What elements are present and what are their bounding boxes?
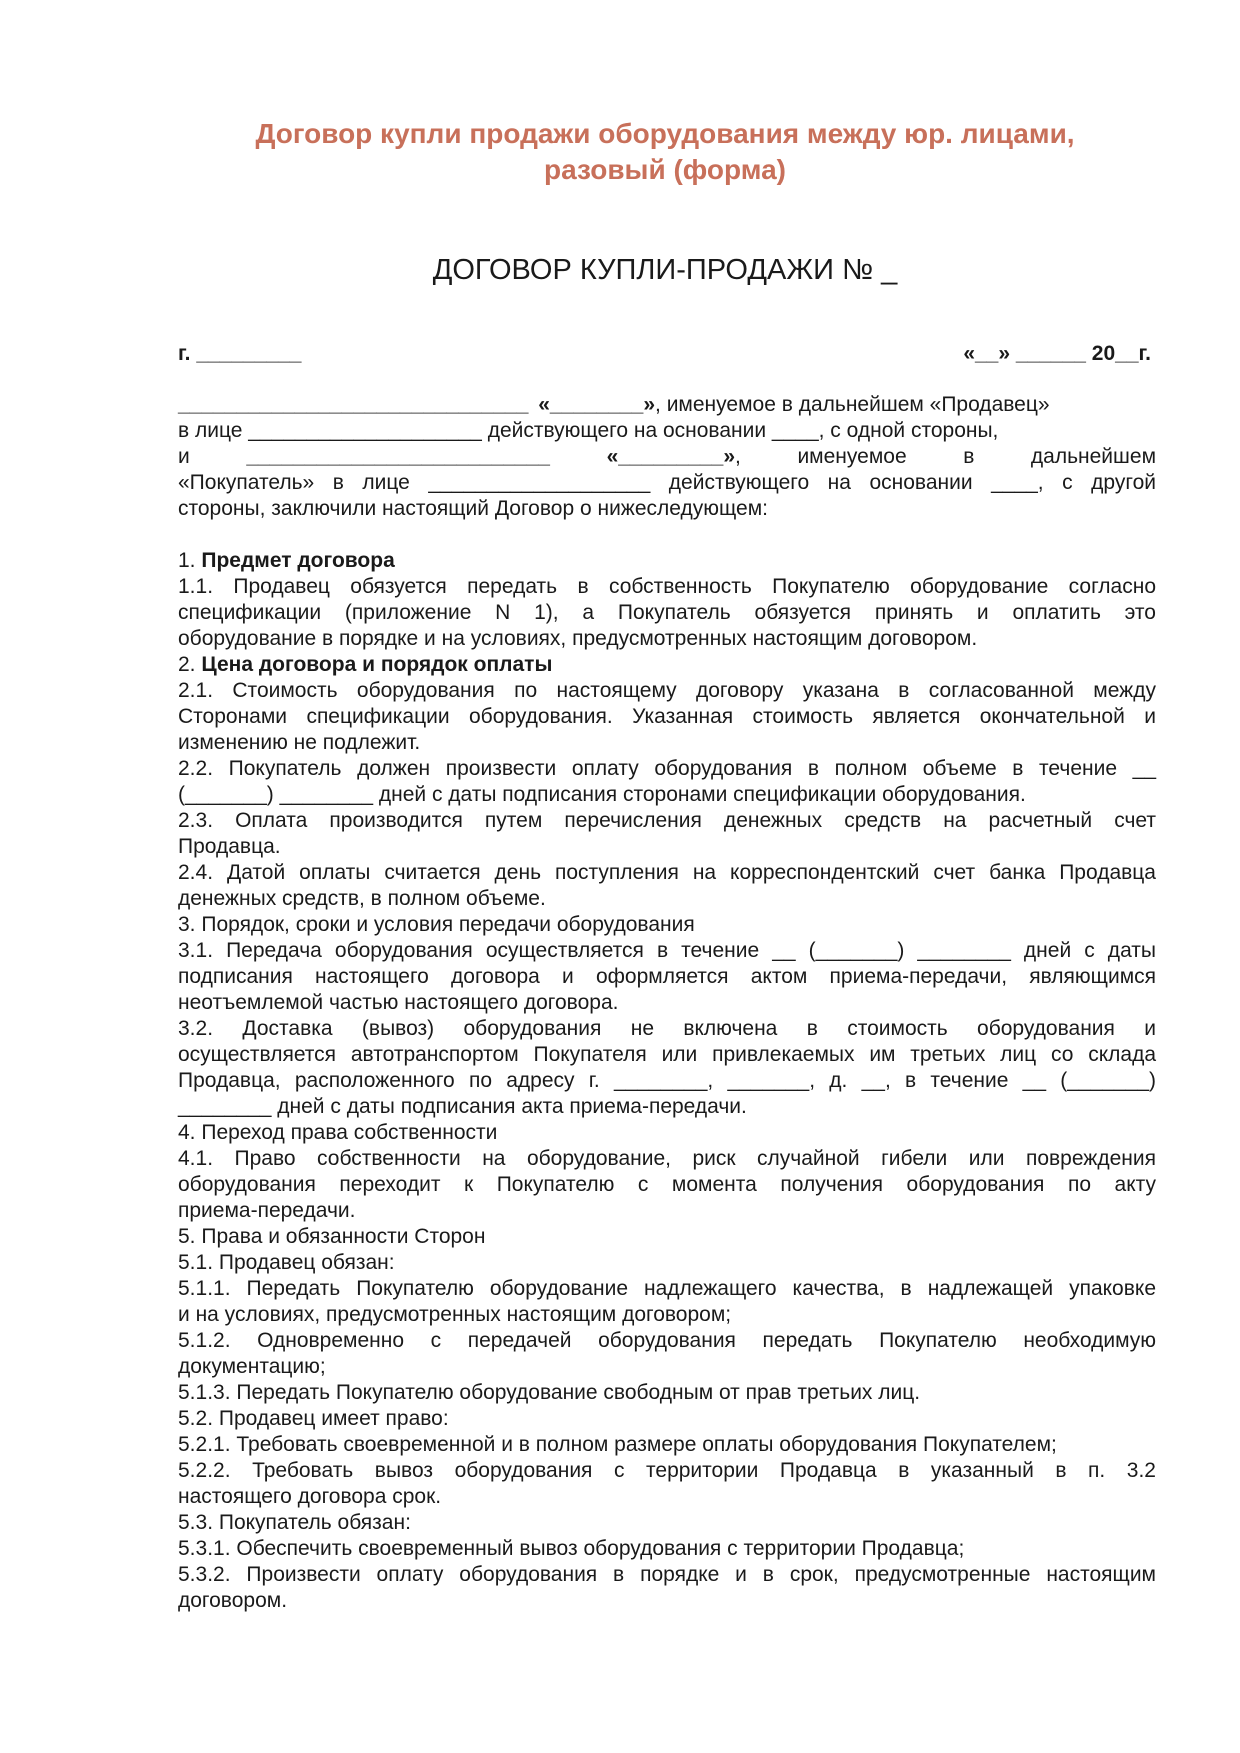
buyer-designation: , именуемое в дальнейшем <box>735 445 1157 468</box>
clause-5-1-2-line-2: документацию; <box>178 1355 326 1378</box>
clause-5-1-2-line-1: 5.1.2. Одновременно с передачей оборудования передать Покупателю необходимую <box>178 1329 1156 1352</box>
clause-2-1-line-2: Сторонами спецификации оборудования. Указанная стоимость является окончательной и <box>178 705 1156 728</box>
clause-5-1: 5.1. Продавец обязан: <box>178 1251 395 1274</box>
document-title-line-2: разовый (форма) <box>544 154 786 185</box>
clause-5-2-2-line-2: настоящего договора срок. <box>178 1485 442 1508</box>
clause-3-2-line-3: Продавца, расположенного по адресу г. ________, _______, д. __, в течение __ (_______) <box>178 1069 1156 1092</box>
place-field: г. _________ <box>178 342 302 365</box>
clause-2-2-line-1: 2.2. Покупатель должен произвести оплату оборудования в полном объеме в течение __ <box>178 757 1156 780</box>
clause-1-1-line-1: 1.1. Продавец обязуется передать в собственность Покупателю оборудование согласно <box>178 575 1156 598</box>
clause-2-2-line-2: (_______) ________ дней с даты подписания сторонами спецификации оборудования. <box>178 783 1026 806</box>
clause-2-4-line-1: 2.4. Датой оплаты считается день поступления на корреспондентский счет банка Продавца <box>178 861 1156 884</box>
clause-1-1-line-3: оборудование в порядке и на условиях, предусмотренных настоящим договором. <box>178 627 978 650</box>
clause-3-2-line-4: ________ дней с даты подписания акта приема-передачи. <box>178 1095 747 1118</box>
section-4-heading: 4. Переход права собственности <box>178 1121 498 1144</box>
section-3-heading: 3. Порядок, сроки и условия передачи оборудования <box>178 913 695 936</box>
preamble-line-2: в лице ____________________ действующего на основании ____, с одной стороны, <box>178 419 999 442</box>
clause-5-1-1-line-1: 5.1.1. Передать Покупателю оборудование надлежащего качества, в надлежащей упаковке <box>178 1277 1156 1300</box>
clause-4-1-line-2: оборудования переходит к Покупателю с момента получения оборудования по акту <box>178 1173 1156 1196</box>
clause-5-2: 5.2. Продавец имеет право: <box>178 1407 449 1430</box>
clause-5-1-3: 5.1.3. Передать Покупателю оборудование свободным от прав третьих лиц. <box>178 1381 921 1404</box>
clause-5-2-2-line-1: 5.2.2. Требовать вывоз оборудования с территории Продавца в указанный в п. 3.2 <box>178 1459 1156 1482</box>
seller-designation: , именуемое в дальнейшем «Продавец» <box>655 393 1050 416</box>
seller-quote-blank: «________» <box>538 393 656 416</box>
preamble-line-4: «Покупатель» в лице ___________________ действующего на основании ____, с другой <box>178 471 1156 494</box>
document-title <box>230 116 1100 188</box>
document-title-line-1: Договор купли продажи оборудования между юр. лицами, <box>255 118 1075 149</box>
preamble-line-1 <box>178 392 1156 418</box>
contract-heading: ДОГОВОР КУПЛИ-ПРОДАЖИ № _ <box>432 254 898 286</box>
clause-2-1-line-3: изменению не подлежит. <box>178 731 421 754</box>
section-1-heading <box>178 548 1156 574</box>
place-date-row <box>178 341 1156 367</box>
date-field: «__» ______ 20__г. <box>963 342 1151 365</box>
clause-5-3-2-line-1: 5.3.2. Произвести оплату оборудования в порядке и в срок, предусмотренные настоящим <box>178 1563 1156 1586</box>
buyer-quote-blank: «_________» <box>606 445 736 468</box>
clause-5-3-2-line-2: договором. <box>178 1589 288 1612</box>
preamble-line-5: стороны, заключили настоящий Договор о нижеследующем: <box>178 497 768 520</box>
clause-3-1-line-2: подписания настоящего договора и оформляется актом приема-передачи, являющимся <box>178 965 1156 988</box>
clause-1-1-line-2: спецификации (приложение N 1), а Покупатель обязуется принять и оплатить это <box>178 601 1156 624</box>
clause-5-3-1: 5.3.1. Обеспечить своевременный вывоз оборудования с территории Продавца; <box>178 1537 965 1560</box>
preamble-line-3 <box>178 444 1156 470</box>
section-1-title: Предмет договора <box>201 549 395 572</box>
section-2-number: 2. <box>178 653 202 676</box>
section-5-heading: 5. Права и обязанности Сторон <box>178 1225 486 1248</box>
buyer-name-blank: __________________________ <box>246 445 550 468</box>
section-2-title: Цена договора и порядок оплаты <box>201 653 553 676</box>
clause-2-1-line-1: 2.1. Стоимость оборудования по настоящему договору указана в согласованной между <box>178 679 1156 702</box>
and-word: и <box>178 445 190 468</box>
clause-3-1-line-1: 3.1. Передача оборудования осуществляется в течение __ (_______) ________ дней с даты <box>178 939 1156 962</box>
clause-2-3-line-2: Продавца. <box>178 835 281 858</box>
clause-2-4-line-2: денежных средств, в полном объеме. <box>178 887 546 910</box>
clause-3-2-line-1: 3.2. Доставка (вывоз) оборудования не включена в стоимость оборудования и <box>178 1017 1156 1040</box>
section-1-number: 1. <box>178 549 202 572</box>
clause-4-1-line-3: приема-передачи. <box>178 1199 356 1222</box>
clause-2-3-line-1: 2.3. Оплата производится путем перечисления денежных средств на расчетный счет <box>178 809 1156 832</box>
clause-5-3: 5.3. Покупатель обязан: <box>178 1511 411 1534</box>
section-2-heading <box>178 652 1156 678</box>
clause-5-2-1: 5.2.1. Требовать своевременной и в полном размере оплаты оборудования Покупателем; <box>178 1433 1057 1456</box>
clause-3-1-line-3: неотъемлемой частью настоящего договора. <box>178 991 619 1014</box>
clause-4-1-line-1: 4.1. Право собственности на оборудование, риск случайной гибели или повреждения <box>178 1147 1156 1170</box>
clause-5-1-1-line-2: и на условиях, предусмотренных настоящим договором; <box>178 1303 732 1326</box>
clause-3-2-line-2: осуществляется автотранспортом Покупателя или привлекаемых им третьих лиц со склада <box>178 1043 1156 1066</box>
seller-name-blank: ______________________________ <box>178 393 529 416</box>
